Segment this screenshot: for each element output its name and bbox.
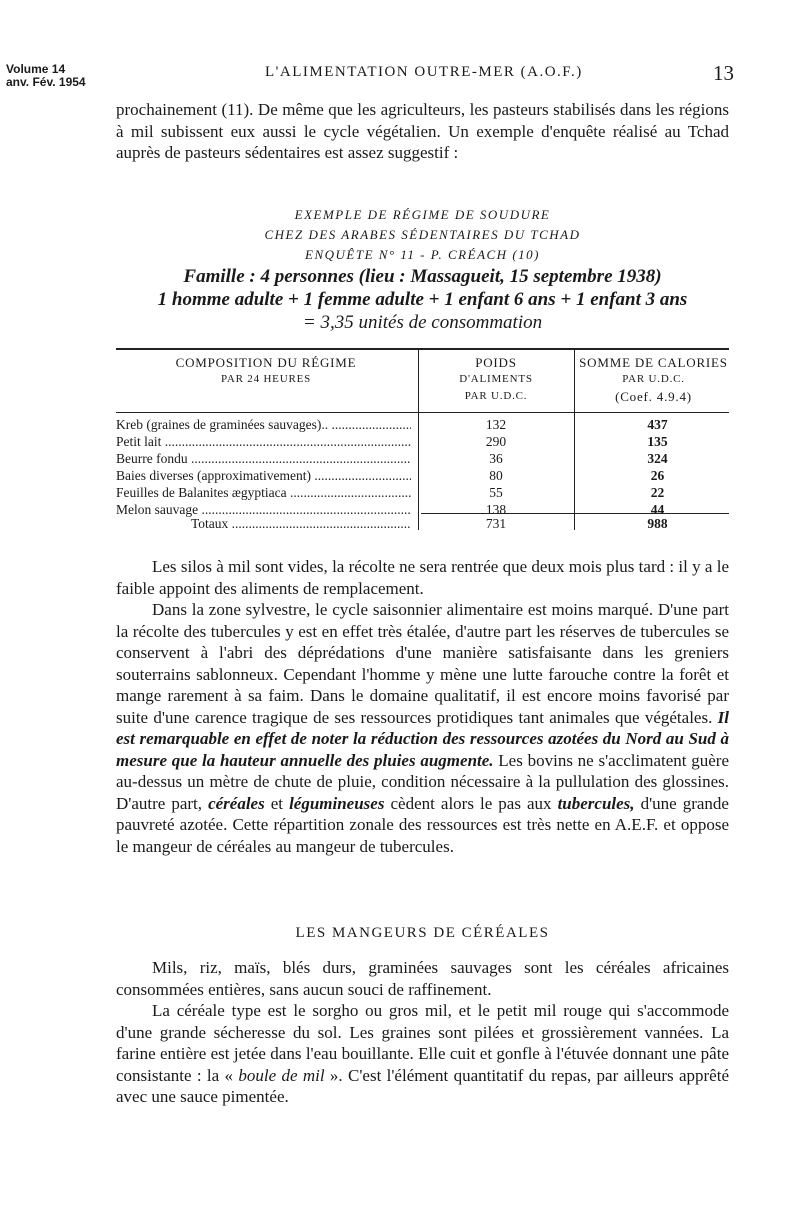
example-caption (116, 205, 729, 265)
volume-info (6, 63, 86, 89)
row-weight: 36 (489, 451, 503, 466)
row-weight: 138 (485, 502, 507, 517)
family-line-1: Famille : 4 personnes (lieu : Massagueit, 15 septembre 1938) (183, 266, 662, 287)
header-composition-line-1: COMPOSITION DU RÉGIME (175, 355, 357, 370)
row-calories: 135 (647, 434, 668, 449)
section-title: LES MANGEURS DE CÉRÉALES (295, 925, 550, 941)
issue-date: anv. Fév. 1954 (6, 75, 86, 89)
row-label: Baies diverses (approximativement) ..... (116, 468, 411, 484)
caption-line-2: CHEZ DES ARABES SÉDENTAIRES DU TCHAD (264, 227, 581, 242)
table-row (116, 417, 729, 434)
row-label: Petit lait ..... (116, 434, 411, 450)
header-weight-line-1: POIDS (475, 355, 517, 370)
row-calories: 22 (650, 485, 665, 500)
header-calories (578, 354, 729, 405)
table-top-rule (116, 348, 729, 350)
zone-emphasis-2: céréales (208, 793, 265, 813)
family-description (116, 265, 729, 334)
row-label: Beurre fondu ..... (116, 451, 411, 467)
cereal-text (116, 957, 729, 1108)
row-label: Feuilles de Balanites ægyptiaca ..... (116, 485, 411, 501)
running-title: L'ALIMENTATION OUTRE-MER (A.O.F.) (265, 64, 583, 80)
total-weight: 731 (485, 516, 507, 531)
row-label: Melon sauvage ..... (116, 502, 411, 518)
volume-label: Volume 14 (6, 62, 66, 76)
total-label: Totaux ..... (116, 516, 411, 532)
row-weight: 132 (485, 417, 507, 432)
intro-block (116, 99, 729, 164)
table-header-rule (116, 412, 729, 413)
body-text (116, 556, 729, 857)
table-row (116, 451, 729, 468)
header-weight-line-2: D'ALIMENTS (459, 373, 533, 385)
header-calories-line-3: (Coef. 4.9.4) (615, 389, 692, 404)
family-line-3: = 3,35 unités de consommation (302, 312, 543, 333)
paragraph-zone (116, 599, 729, 857)
zone-text-5: d'une grande pauvreté azotée. Cette répartition zonale des ressources est très nette en A.E.F. et oppose le mangeur de céréales au mangeur de tubercules. (116, 793, 729, 856)
table-row (116, 434, 729, 451)
caption-line-3: ENQUÊTE N° 11 - P. CRÉACH (10) (305, 247, 540, 262)
table-row (116, 485, 729, 502)
zone-text-4: cèdent alors le pas aux (384, 793, 558, 813)
zone-emphasis-1: Il est remarquable en effet de noter la réduction des ressources azotées du Nord au Sud à mesure que la hauteur annuelle des pluies augmente. (116, 707, 729, 770)
row-calories: 26 (650, 468, 665, 483)
zone-text-1: Dans la zone sylvestre, le cycle saisonnier alimentaire est moins marqué. D'une part la récolte des tubercules y est en effet très étalée, d'autre part les réserves de tubercules se conservent à l'abri des déprédations d'une manière satisfaisante dans les greniers souterrains sablonneux. Cependant l'homme y mène une lutte farouche contre la forêt et mange rarement à sa faim. Dans le domaine qualitatif, il est encore moins favorisé par suite d'une carence tragique de ses ressources protidiques tant animales que végétales. (116, 600, 729, 727)
total-calories: 988 (647, 516, 668, 531)
row-weight: 290 (485, 434, 507, 449)
intro-paragraph: prochainement (11). De même que les agriculteurs, les pasteurs stabilisés dans les régions à mil subissent eux aussi le cycle végétalien. Un exemple d'enquête réalisé au Tchad auprès de pasteurs sédentaires est assez suggestif : (116, 100, 729, 162)
paragraph-sorgho (116, 1000, 729, 1108)
page-number: 13 (713, 61, 734, 85)
row-calories: 44 (650, 502, 665, 517)
header-composition (116, 354, 416, 388)
paragraph-silos-text: Les silos à mil sont vides, la récolte ne sera rentrée que deux mois plus tard : il y a le faible appoint des aliments de remplacement. (116, 557, 729, 598)
caption-line-1: EXEMPLE DE RÉGIME DE SOUDURE (294, 207, 551, 222)
header-calories-line-1: SOMME DE CALORIES (579, 355, 728, 370)
paragraph-mils-text: Mils, riz, maïs, blés durs, graminées sauvages sont les céréales africaines consommées entières, sans aucun souci de raffinement. (116, 958, 729, 999)
paragraph-mils (116, 957, 729, 1000)
row-weight: 55 (489, 485, 503, 500)
paragraph-silos (116, 556, 729, 599)
zone-text-2: Les bovins ne s'acclimatent guère au-dessus un mètre de chute de pluie, condition nécessaire à la pullulation des glossines. D'autre part, (116, 750, 729, 813)
row-calories: 324 (647, 451, 668, 466)
row-weight: 80 (489, 468, 503, 483)
row-label: Kreb (graines de graminées sauvages).. ..... (116, 417, 411, 433)
sorgho-text-2: ». C'est l'élément quantitatif du repas, par ailleurs apprêté avec une sauce pimentée. (116, 1065, 729, 1106)
header-weight (421, 354, 571, 405)
table-total-rule (421, 513, 729, 514)
sorgho-emphasis: boule de mil (238, 1065, 325, 1085)
sorgho-text-1: La céréale type est le sorgho ou gros mil, et le petit mil rouge qui s'accommode d'une grande sécheresse du sol. Les graines sont pilées et grossièrement vannées. La farine entière est jetée dans l'eau bouillante. Elle cuit et gonfle à l'étuvée donnant une pâte consistante : la « (116, 1001, 729, 1085)
header-calories-line-2: PAR U.D.C. (622, 373, 685, 385)
table-total-row (116, 516, 729, 533)
row-calories: 437 (647, 417, 668, 432)
header-composition-line-2: PAR 24 HEURES (220, 373, 312, 385)
family-line-2: 1 homme adulte + 1 femme adulte + 1 enfant 6 ans + 1 enfant 3 ans (157, 289, 688, 310)
zone-emphasis-3: légumineuses (289, 793, 385, 813)
zone-emphasis-4: tubercules, (557, 793, 635, 813)
table-row (116, 468, 729, 485)
zone-text-3: et (264, 793, 290, 813)
header-weight-line-3: PAR U.D.C. (464, 390, 528, 402)
